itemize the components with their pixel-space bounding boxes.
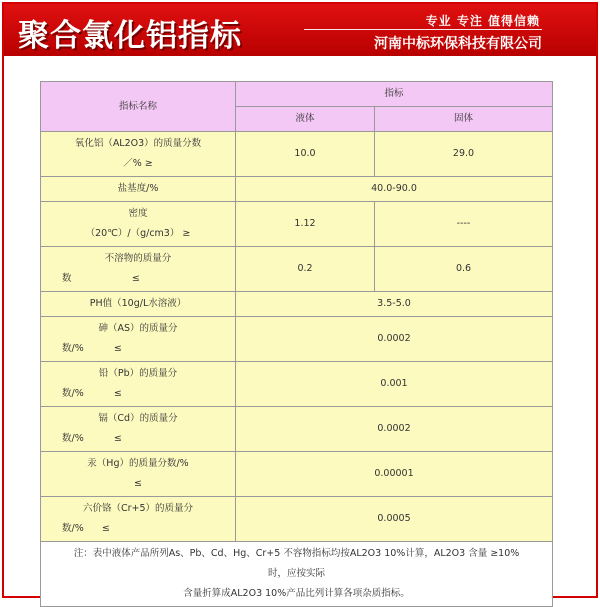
row-name: [41, 247, 236, 292]
row-value: 3.5-5.0: [236, 292, 553, 317]
row-value: 0.00001: [236, 452, 553, 497]
table-row: [41, 362, 553, 407]
header-name-col: 指标名称: [41, 82, 236, 132]
row-solid: 0.6: [375, 247, 553, 292]
row-name-line2: 数/% ≤: [62, 343, 122, 354]
table-note-row: [41, 542, 553, 607]
table-row: [41, 452, 553, 497]
table-row: [41, 317, 553, 362]
row-name-line1: 密度: [128, 208, 148, 219]
note-line2: 时，应按实际: [268, 568, 326, 579]
row-name: [41, 317, 236, 362]
table-row: [41, 177, 553, 202]
row-value: 0.0005: [236, 497, 553, 542]
row-value: 0.0002: [236, 407, 553, 452]
row-name: 盐基度/%: [41, 177, 236, 202]
row-name-line2: 数/% ≤: [62, 433, 122, 444]
header-group: 指标: [236, 82, 553, 107]
row-name-line1: 不溶物的质量分: [104, 253, 172, 264]
table-row: [41, 202, 553, 247]
row-liquid: 1.12: [236, 202, 375, 247]
row-name: [41, 202, 236, 247]
row-name-line1: 镉（Cd）的质量分: [98, 413, 178, 424]
row-name-line2: 数/% ≤: [62, 523, 110, 534]
row-name-line2: 数 ≤: [62, 273, 140, 284]
table-row: [41, 292, 553, 317]
row-name-line1: 铅（Pb）的质量分: [98, 368, 178, 379]
row-name: [41, 452, 236, 497]
table-note: [41, 542, 553, 607]
note-line1: 注：表中液体产品所列As、Pb、Cd、Hg、Cr+5 不容物指标均按AL2O3 10%计算，AL2O3 含量 ≥10%: [73, 548, 520, 559]
banner-company: 河南中标环保科技有限公司: [374, 36, 542, 52]
banner-divider: [304, 29, 542, 30]
header-solid: 固体: [375, 107, 553, 132]
row-name: [41, 132, 236, 177]
table-row: [41, 497, 553, 542]
title-banner: [4, 4, 596, 56]
row-name-line2: （20℃）/（g/cm3） ≥: [85, 228, 191, 239]
row-value: 0.001: [236, 362, 553, 407]
row-value: 0.0002: [236, 317, 553, 362]
row-name-line2: 数/% ≤: [62, 388, 122, 399]
row-name: [41, 407, 236, 452]
row-name-line1: 六价铬（Cr+5）的质量分: [82, 503, 194, 514]
table-header-row: [41, 82, 553, 107]
row-solid: ----: [375, 202, 553, 247]
row-liquid: 0.2: [236, 247, 375, 292]
row-solid: 29.0: [375, 132, 553, 177]
banner-title: 聚合氯化铝指标: [18, 18, 242, 54]
row-name-line2: ≤: [134, 478, 142, 489]
spec-table: [40, 81, 553, 607]
row-name-line1: 氧化铝（AL2O3）的质量分数: [74, 138, 202, 149]
banner-slogan: 专业 专注 值得信赖: [425, 14, 540, 28]
row-name: [41, 362, 236, 407]
row-name-line2: ／% ≥: [123, 158, 153, 169]
row-name-line1: 砷（AS）的质量分: [98, 323, 178, 334]
table-row: [41, 247, 553, 292]
row-liquid: 10.0: [236, 132, 375, 177]
header-liquid: 液体: [236, 107, 375, 132]
row-name: PH值（10g/L水溶液）: [41, 292, 236, 317]
note-line3: 含量折算成AL2O3 10%产品比列计算各项杂质指标。: [183, 588, 410, 599]
row-name: [41, 497, 236, 542]
table-row: [41, 407, 553, 452]
table-row: [41, 132, 553, 177]
row-name-line1: 汞（Hg）的质量分数/%: [87, 458, 189, 469]
row-value: 40.0-90.0: [236, 177, 553, 202]
